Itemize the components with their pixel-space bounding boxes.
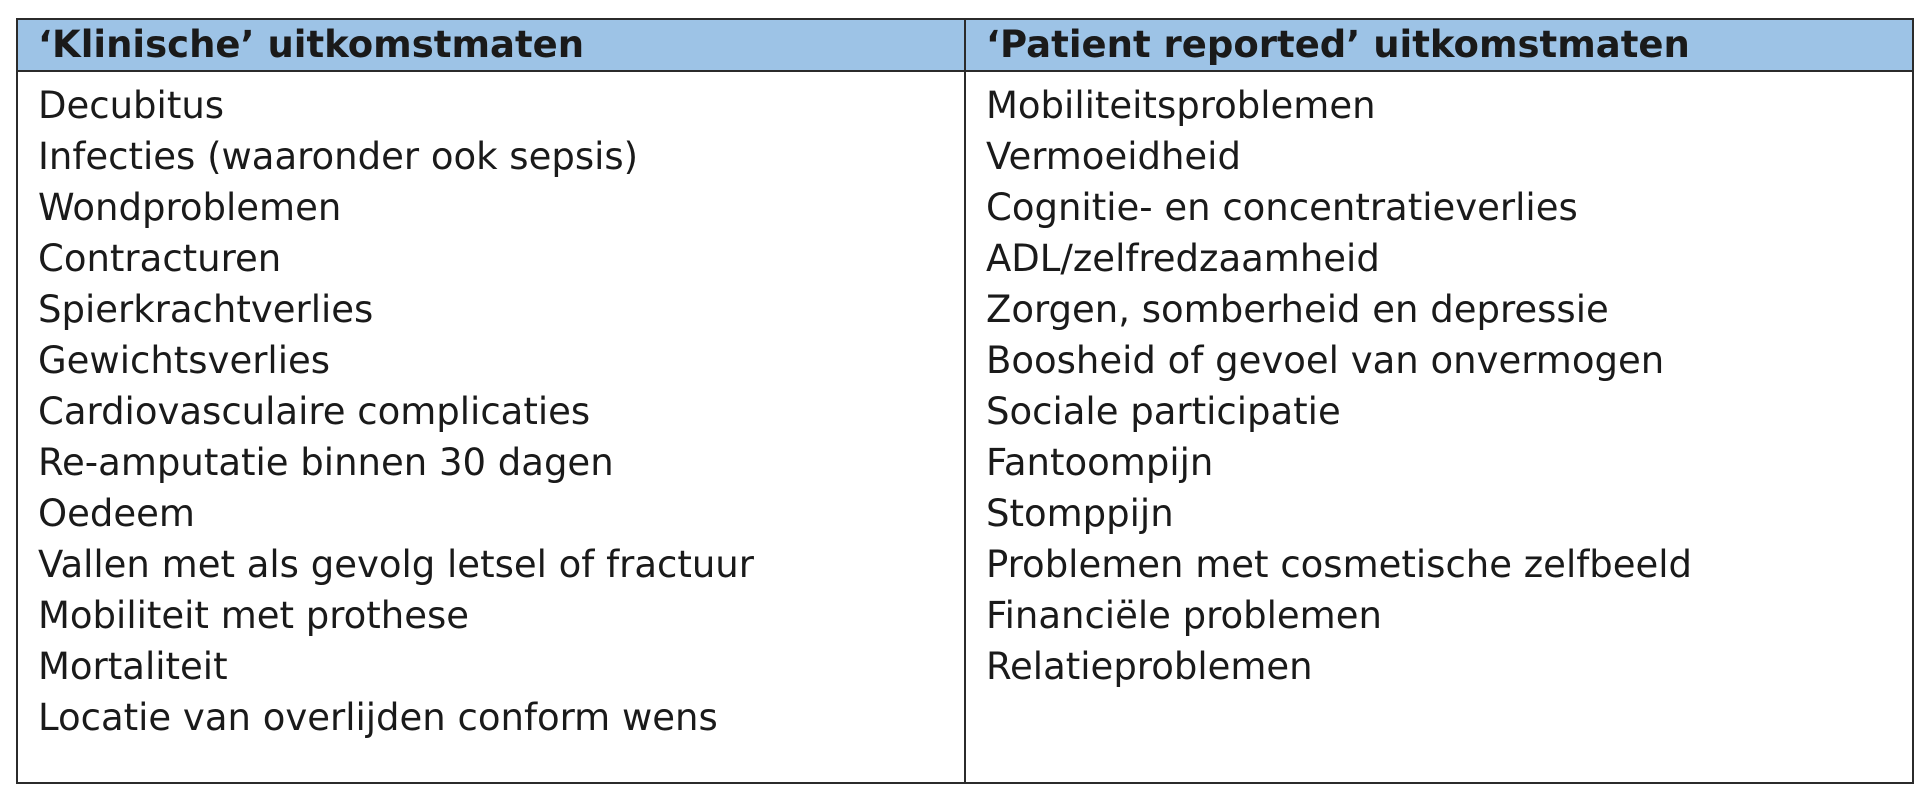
patient-reported-outcome-item: Cognitie- en concentratieverlies [986, 186, 1578, 229]
clinical-outcome-item: Cardiovasculaire complicaties [38, 390, 591, 433]
patient-reported-outcome-item: Vermoeidheid [986, 135, 1241, 178]
clinical-outcomes-header: ‘Klinische’ uitkomstmaten [18, 20, 966, 72]
clinical-outcome-item: Gewichtsverlies [38, 339, 331, 382]
clinical-outcome-item: Wondproblemen [38, 186, 342, 229]
clinical-outcome-item: Locatie van overlijden conform wens [38, 696, 718, 739]
clinical-outcome-item: Vallen met als gevolg letsel of fractuur [38, 543, 754, 586]
clinical-outcome-item: Mortaliteit [38, 645, 228, 688]
patient-reported-outcomes-header: ‘Patient reported’ uitkomstmaten [966, 20, 1912, 72]
clinical-outcome-item: Oedeem [38, 492, 195, 535]
patient-reported-outcome-item: ADL/zelfredzaamheid [986, 237, 1380, 280]
patient-reported-outcome-item: Stomppijn [986, 492, 1174, 535]
patient-reported-outcome-item: Financiële problemen [986, 594, 1382, 637]
patient-reported-outcomes-list [966, 72, 1912, 782]
clinical-outcome-item: Contracturen [38, 237, 282, 280]
patient-reported-outcome-item: Sociale participatie [986, 390, 1341, 433]
clinical-outcome-item: Spierkrachtverlies [38, 288, 374, 331]
clinical-outcome-item: Infecties (waaronder ook sepsis) [38, 135, 639, 178]
clinical-outcome-item: Mobiliteit met prothese [38, 594, 470, 637]
patient-reported-outcome-item: Problemen met cosmetische zelfbeeld [986, 543, 1693, 586]
patient-reported-outcome-item: Mobiliteitsproblemen [986, 84, 1376, 127]
clinical-outcome-item: Re-amputatie binnen 30 dagen [38, 441, 614, 484]
patient-reported-outcome-item: Zorgen, somberheid en depressie [986, 288, 1609, 331]
patient-reported-outcome-item: Relatieproblemen [986, 645, 1313, 688]
clinical-outcome-item: Decubitus [38, 84, 225, 127]
outcome-measures-table [16, 18, 1914, 784]
patient-reported-outcome-item: Boosheid of gevoel van onvermogen [986, 339, 1665, 382]
clinical-outcomes-list [18, 72, 966, 782]
patient-reported-outcome-item: Fantoompijn [986, 441, 1214, 484]
